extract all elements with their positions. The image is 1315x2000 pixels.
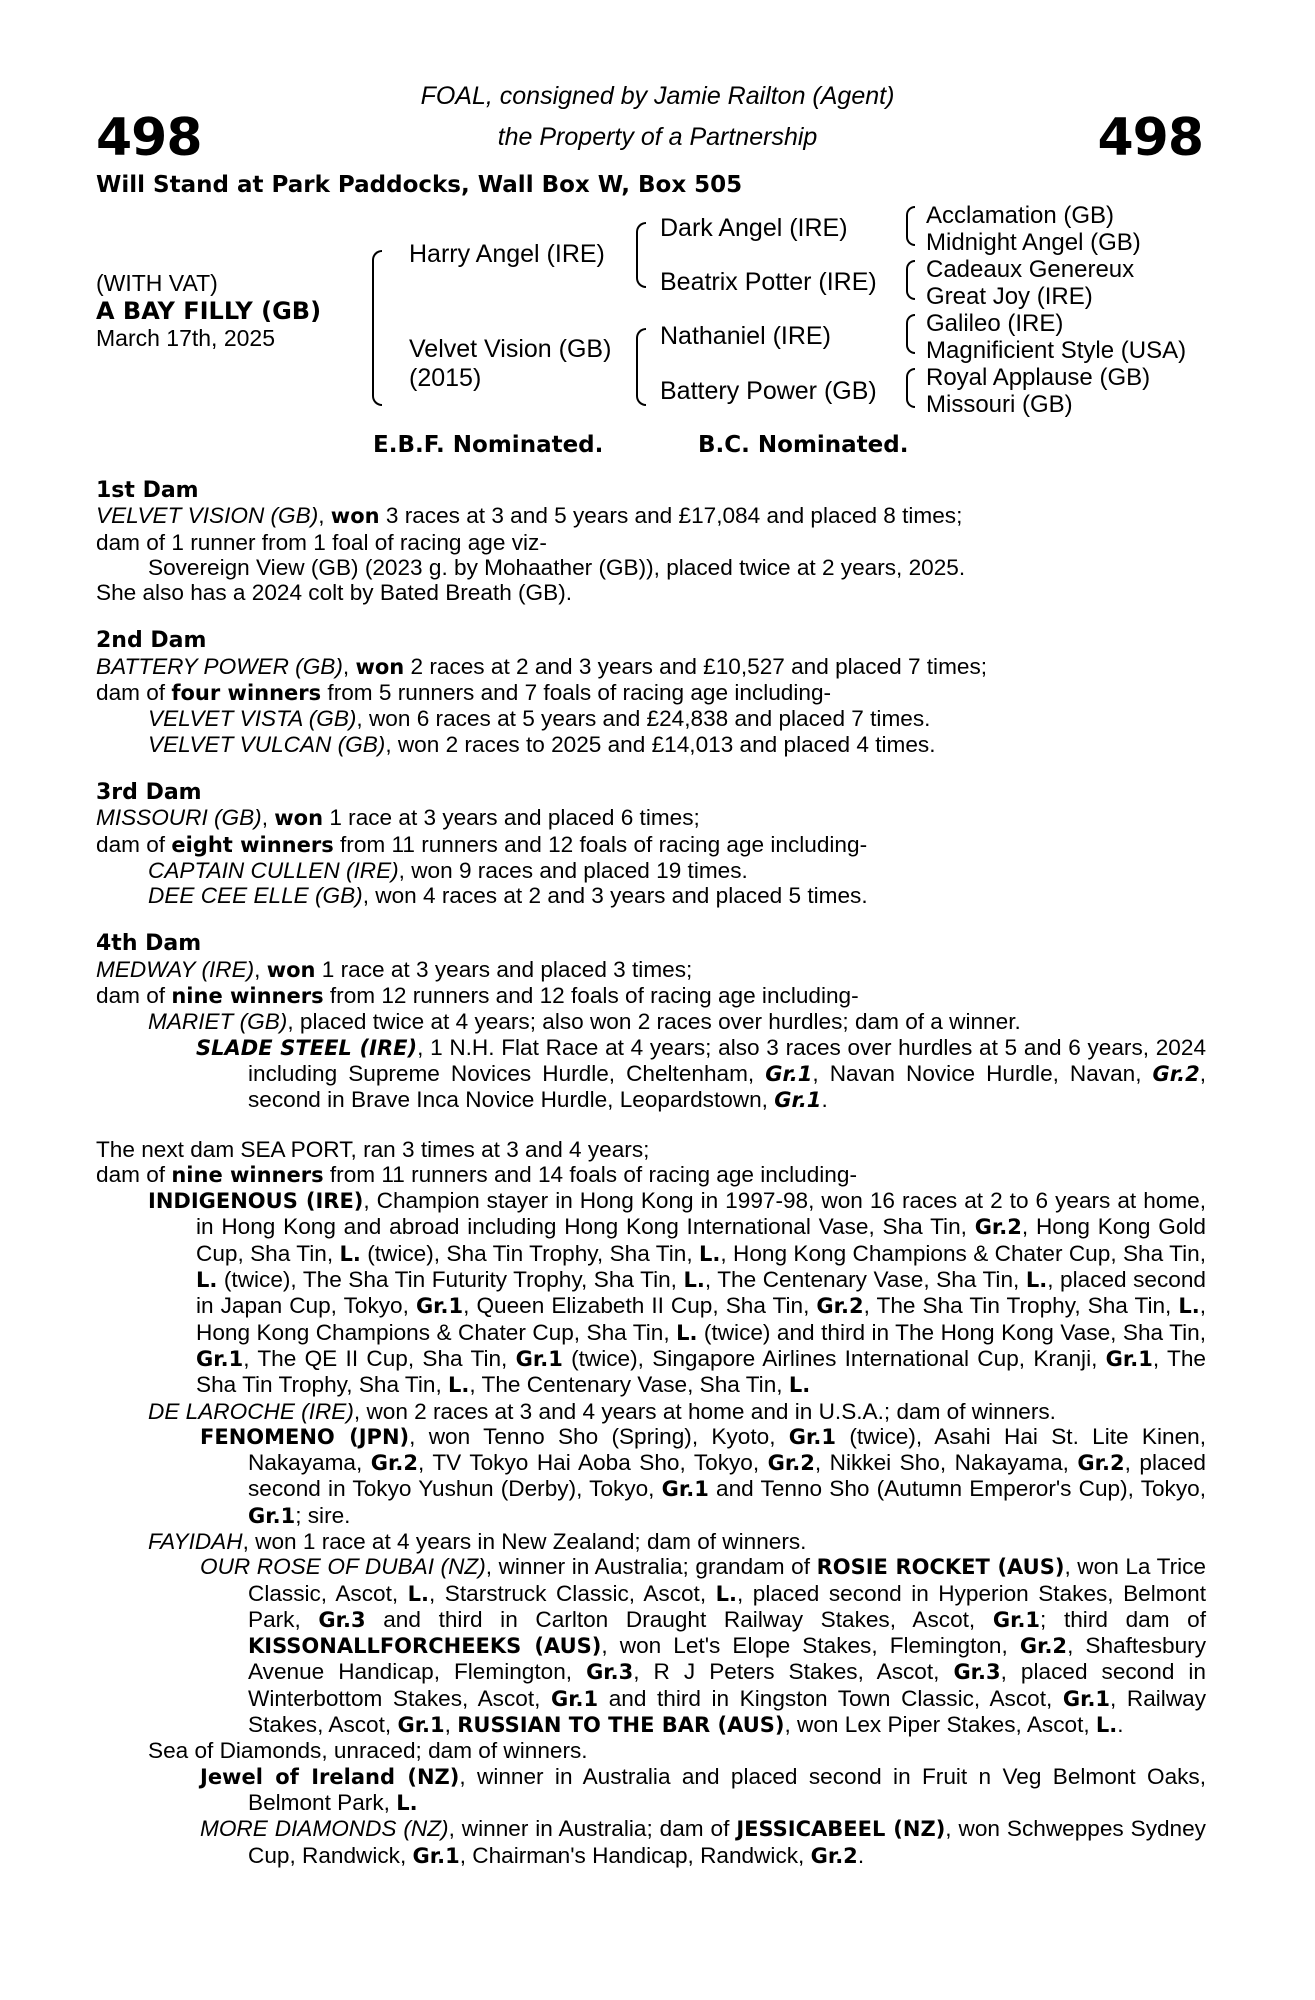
third-dam-record: MISSOURI (GB), won 1 race at 3 years and placed 6 times; [96, 805, 700, 831]
fourth-dam-heading: 4th Dam [96, 931, 202, 957]
offspring-text: (twice), The Sha Tin Futurity Trophy, Sha Tin, [217, 1267, 684, 1293]
pedigree-g3-item: Galileo (IRE) [926, 310, 1064, 337]
ebf-nomination: E.B.F. Nominated. [373, 432, 604, 458]
offspring-text: (twice), Sha Tin Trophy, Sha Tin, [360, 1240, 699, 1266]
consignor-line: FOAL, consigned by Jamie Railton (Agent) [420, 82, 895, 110]
offspring-text: , won 1 race at 4 years in New Zealand; dam of winners. [242, 1528, 807, 1554]
offspring-text: , Chairman's Handicap, Randwick, [459, 1842, 811, 1868]
offspring-text: and third in Kingston Town Classic, Ascot, [598, 1685, 1063, 1711]
grade-label: Gr.2 [974, 1215, 1022, 1240]
offspring-entry [96, 706, 1206, 731]
pedigree-g3-item: Great Joy (IRE) [926, 283, 1093, 310]
offspring-entry [96, 732, 1206, 757]
offspring-text: , The Sha Tin Trophy, Sha Tin, [863, 1293, 1179, 1319]
grade-label: Gr.1 [774, 1088, 822, 1113]
next-dam-intro: The next dam SEA PORT, ran 3 times at 3 and 4 years; [96, 1136, 650, 1162]
grade-label: Gr.1 [992, 1607, 1041, 1632]
pedigree-brace-dam [636, 328, 646, 406]
produce-text: dam of [96, 1161, 172, 1187]
offspring-text: . [821, 1087, 828, 1113]
grade-label: Gr.1 [550, 1686, 599, 1711]
offspring-entry [96, 1529, 1206, 1554]
offspring-text: , won La Trice Classic, Ascot, [248, 1554, 1206, 1606]
foal-name: A BAY FILLY (GB) [96, 297, 322, 325]
dam-name: MISSOURI (GB) [96, 805, 262, 831]
grade-label: L. [407, 1581, 429, 1606]
grade-label: Gr.1 [1105, 1346, 1153, 1371]
offspring-text: , Hong Kong Champions & Chater Cup, Sha Tin, [196, 1293, 1206, 1345]
offspring-text: , Shaftesbury Avenue Handicap, Flemington, [248, 1633, 1206, 1685]
offspring-text: , won 4 races at 2 and 3 years and placed 5 times. [362, 883, 868, 909]
won-label: won [266, 957, 316, 982]
grade-label: Gr.1 [1062, 1686, 1111, 1711]
offspring-text: , The QE II Cup, Sha Tin, [243, 1345, 516, 1371]
offspring-name: SLADE STEEL (IRE) [196, 1035, 418, 1060]
offspring-text: , [444, 1712, 458, 1738]
offspring-name: MORE DIAMONDS (NZ) [200, 1816, 449, 1842]
offspring-text: , Nikkei Sho, Nakayama, [814, 1450, 1078, 1476]
offspring-entry [96, 1009, 1206, 1034]
offspring-name: CAPTAIN CULLEN (IRE) [148, 857, 399, 883]
grade-label: Gr.2 [1019, 1634, 1068, 1659]
property-line: the Property of a Partnership [497, 123, 818, 151]
offspring-text: (twice), Singapore Airlines International Cup, Kranji, [562, 1345, 1106, 1371]
grade-label: L. [698, 1241, 721, 1266]
grade-label: Gr.1 [788, 1424, 836, 1449]
fenomeno-entry [96, 1424, 1206, 1529]
offspring-name: MARIET (GB) [148, 1009, 288, 1035]
pedigree-g3-item: Acclamation (GB) [926, 202, 1115, 229]
grade-label: L. [1025, 1268, 1048, 1293]
won-label: won [274, 806, 324, 831]
offspring-entry [96, 883, 1206, 908]
grade-label: Gr.1 [415, 1294, 464, 1319]
dam-name: MEDWAY (IRE) [96, 956, 255, 982]
grade-label: Gr.2 [767, 1451, 815, 1476]
offspring-text: (twice) and third in The Hong Kong Vase, Sha Tin, [697, 1319, 1206, 1345]
pedigree-brace-g3-2 [906, 260, 915, 300]
offspring-name: OUR ROSE OF DUBAI (NZ) [200, 1554, 486, 1580]
pedigree-sire-sire: Dark Angel (IRE) [660, 214, 848, 242]
offspring-text: and Tenno Sho (Autumn Emperor's Cup), Tokyo, [708, 1476, 1206, 1502]
first-dam-produce: dam of 1 runner from 1 foal of racing age viz- [96, 529, 547, 555]
pedigree-g3-item: Magnificient Style (USA) [926, 337, 1187, 364]
offspring-text: , Queen Elizabeth II Cup, Sha Tin, [463, 1293, 817, 1319]
offspring-name: FAYIDAH [148, 1528, 243, 1554]
grade-label: Gr.1 [248, 1503, 296, 1528]
grade-label: L. [715, 1581, 737, 1606]
dam-name: VELVET VISION (GB) [96, 503, 319, 529]
offspring-entry [96, 858, 1206, 883]
record-text: 1 race at 3 years and placed 3 times; [315, 956, 693, 982]
offspring-name: JESSICABEEL (NZ) [736, 1817, 946, 1842]
offspring-name: Jewel of Ireland (NZ) [200, 1764, 460, 1789]
grade-label: Gr.2 [370, 1451, 418, 1476]
grade-label: Gr.2 [1152, 1061, 1200, 1086]
produce-text: from 5 runners and 7 foals of racing age including- [321, 680, 832, 706]
pedigree-g3-item: Cadeaux Genereux [926, 256, 1135, 283]
grade-label: L. [396, 1790, 418, 1815]
offspring-name: INDIGENOUS (IRE) [148, 1189, 364, 1214]
pedigree-dam: Velvet Vision (GB) [409, 335, 612, 363]
vat-note: (WITH VAT) [96, 270, 218, 296]
pedigree-dam-dam: Battery Power (GB) [660, 377, 877, 405]
first-dam-heading: 1st Dam [96, 478, 199, 503]
offspring-text: , won Schweppes Sydney Cup, Randwick, [248, 1816, 1206, 1868]
offspring-text: . [1117, 1712, 1124, 1738]
record-text: 3 races at 3 and 5 years and £17,084 and placed 8 times; [379, 503, 963, 529]
grade-label: Gr.1 [397, 1713, 445, 1738]
grandoffspring-entry [96, 1035, 1206, 1114]
offspring-text: ; third dam of [1040, 1606, 1207, 1632]
first-dam-record: VELVET VISION (GB), won 3 races at 3 and 5 years and £17,084 and placed 8 times; [96, 503, 963, 529]
offspring-text: , placed second in Tokyo Yushun (Derby), Tokyo, [248, 1450, 1206, 1502]
offspring-text: , The Sha Tin Trophy, Sha Tin, [196, 1345, 1206, 1398]
pedigree-brace-sire [636, 222, 646, 288]
offspring-text: , 1 N.H. Flat Race at 4 years; also 3 races over hurdles at 5 and 6 years, 2024 including Supreme Novices Hurdle, Cheltenham, [248, 1034, 1207, 1086]
grade-label: L. [339, 1241, 361, 1266]
second-dam-record: BATTERY POWER (GB), won 2 races at 2 and 3 years and £10,527 and placed 7 times; [96, 653, 988, 679]
pedigree-brace-main [372, 250, 382, 406]
catalogue-body [96, 478, 1206, 1869]
pedigree-g3-item: Royal Applause (GB) [926, 364, 1151, 391]
first-dam-also: She also has a 2024 colt by Bated Breath (GB). [96, 580, 573, 606]
winners-count: four winners [171, 681, 322, 706]
offspring-text: ; sire. [295, 1502, 351, 1528]
offspring-text: , won 6 races at 5 years and £24,838 and placed 7 times. [356, 706, 931, 732]
stand-location: Will Stand at Park Paddocks, Wall Box W, Box 505 [96, 172, 743, 198]
third-dam-heading: 3rd Dam [96, 779, 202, 805]
first-dam-foal: Sovereign View (GB) (2023 g. by Mohaather (GB)), placed twice at 2 years, 2025. [148, 554, 966, 580]
offspring-text: , second in Brave Inca Novice Hurdle, Leopardstown, [248, 1060, 1206, 1113]
offspring-text: , won Let's Elope Stakes, Flemington, [601, 1633, 1020, 1659]
offspring-text: , The Centenary Vase, Sha Tin, [704, 1267, 1026, 1293]
pedigree-brace-g3-3 [906, 314, 915, 354]
offspring-text: , winner in Australia; dam of [448, 1816, 737, 1842]
lot-number-right: 498 [1097, 108, 1203, 168]
grade-label: Gr.2 [810, 1843, 858, 1868]
record-text: 1 race at 3 years and placed 6 times; [323, 805, 700, 831]
winners-count: nine winners [171, 984, 324, 1009]
fourth-dam-produce [96, 983, 1206, 1009]
next-dam-produce [96, 1162, 1206, 1188]
grade-label: L. [1178, 1294, 1200, 1319]
grade-label: Gr.3 [586, 1660, 634, 1685]
grade-label: Gr.3 [953, 1660, 1001, 1685]
bc-nomination: B.C. Nominated. [698, 432, 909, 458]
offspring-name: VELVET VISTA (GB) [148, 706, 357, 732]
offspring-text: (twice), Asahi Hai St. Lite Kinen, Nakayama, [248, 1423, 1206, 1476]
our-rose-entry [96, 1554, 1206, 1738]
grade-label: Gr.1 [661, 1477, 709, 1502]
grade-label: RUSSIAN TO THE BAR (AUS) [457, 1713, 785, 1738]
record-text: 2 races at 2 and 3 years and £10,527 and placed 7 times; [404, 653, 988, 679]
grade-label: Gr.2 [816, 1294, 864, 1319]
produce-text: dam of [96, 680, 172, 706]
pedigree-g3-item: Missouri (GB) [926, 391, 1073, 418]
pedigree-brace-g3-4 [906, 368, 915, 408]
grade-label: L. [788, 1373, 811, 1398]
pedigree-sire-dam: Beatrix Potter (IRE) [660, 268, 877, 296]
lot-number-left: 498 [96, 108, 202, 168]
second-dam-heading: 2nd Dam [96, 628, 207, 654]
produce-text: dam of [96, 983, 172, 1009]
offspring-text: , Navan Novice Hurdle, Navan, [812, 1060, 1153, 1086]
offspring-text: , winner in Australia and placed second in Fruit n Veg Belmont Oaks, Belmont Park, [248, 1763, 1206, 1815]
grade-label: L. [683, 1268, 705, 1293]
sea-of-diamonds-entry: Sea of Diamonds, unraced; dam of winners. [148, 1738, 588, 1764]
pedigree-dam-year: (2015) [409, 364, 482, 392]
offspring-text: , Railway Stakes, Ascot, [248, 1685, 1206, 1738]
offspring-text: , placed second in Winterbottom Stakes, Ascot, [248, 1659, 1206, 1711]
offspring-text: , Hong Kong Champions & Chater Cup, Sha Tin, [720, 1240, 1206, 1266]
offspring-text: , placed second in Hyperion Stakes, Belmont Park, [248, 1580, 1206, 1632]
dam-name: BATTERY POWER (GB) [96, 653, 343, 679]
offspring-text: and third in Carlton Draught Railway Stakes, Ascot, [365, 1606, 993, 1632]
produce-text: from 11 runners and 12 foals of racing age including- [333, 831, 868, 857]
winners-count: nine winners [171, 1162, 324, 1187]
offspring-text: , won 2 races at 3 and 4 years at home and in U.S.A.; dam of winners. [353, 1398, 1056, 1424]
offspring-text: , Hong Kong Gold Cup, Sha Tin, [196, 1214, 1206, 1266]
pedigree-brace-g3-1 [906, 206, 915, 246]
won-label: won [355, 654, 405, 679]
offspring-text: , won Lex Piper Stakes, Ascot, [784, 1712, 1096, 1738]
grade-label: L. [448, 1373, 470, 1398]
jewel-entry [96, 1764, 1206, 1817]
offspring-text: , placed second in Japan Cup, Tokyo, [196, 1267, 1206, 1319]
grade-label: KISSONALLFORCHEEKS (AUS) [248, 1634, 602, 1659]
winners-count: eight winners [171, 832, 334, 857]
offspring-name: VELVET VULCAN (GB) [148, 731, 386, 757]
grade-label: Gr.3 [318, 1607, 366, 1632]
second-dam-produce [96, 680, 1206, 706]
offspring-name: DE LAROCHE (IRE) [148, 1398, 354, 1424]
pedigree-sire: Harry Angel (IRE) [409, 240, 605, 268]
offspring-text: , Starstruck Classic, Ascot, [429, 1580, 716, 1606]
pedigree-g3-item: Midnight Angel (GB) [926, 229, 1141, 256]
grade-label: Gr.1 [412, 1843, 460, 1868]
offspring-name: DEE CEE ELLE (GB) [148, 883, 363, 909]
pedigree-dam-sire: Nathaniel (IRE) [660, 322, 831, 350]
offspring-entry [96, 1399, 1206, 1424]
more-diamonds-entry [96, 1816, 1206, 1869]
grade-label: ROSIE ROCKET (AUS) [816, 1555, 1065, 1580]
grade-label: Gr.1 [196, 1346, 244, 1371]
won-label: won [330, 504, 380, 529]
offspring-name: FENOMENO (JPN) [200, 1424, 410, 1449]
foal-dob: March 17th, 2025 [96, 325, 276, 351]
offspring-text: , won Tenno Sho (Spring), Kyoto, [409, 1423, 789, 1449]
grade-label: Gr.1 [515, 1346, 563, 1371]
produce-text: from 12 runners and 12 foals of racing age including- [323, 983, 859, 1009]
offspring-text: , placed twice at 4 years; also won 2 races over hurdles; dam of a winner. [287, 1009, 1021, 1035]
offspring-text: , TV Tokyo Hai Aoba Sho, Tokyo, [417, 1450, 768, 1476]
offspring-text: . [857, 1842, 865, 1868]
offspring-text: , Champion stayer in Hong Kong in 1997-98, won 16 races at 2 to 6 years at home, in Hong Kong and abroad including Hong Kong International Vase, Sha Tin, [196, 1188, 1206, 1240]
grade-label: L. [676, 1320, 698, 1345]
grade-label: L. [1095, 1713, 1118, 1738]
offspring-text: , won 2 races to 2025 and £14,013 and placed 4 times. [385, 731, 936, 757]
produce-text: dam of [96, 831, 172, 857]
grade-label: Gr.2 [1077, 1451, 1125, 1476]
grade-label: L. [196, 1268, 218, 1293]
offspring-text: , R J Peters Stakes, Ascot, [633, 1659, 954, 1685]
offspring-text: , The Centenary Vase, Sha Tin, [469, 1372, 789, 1398]
third-dam-produce [96, 832, 1206, 858]
grade-label: Gr.1 [765, 1061, 813, 1086]
produce-text: from 11 runners and 14 foals of racing age including- [323, 1161, 857, 1187]
fourth-dam-record: MEDWAY (IRE), won 1 race at 3 years and placed 3 times; [96, 956, 693, 982]
offspring-text: , won 9 races and placed 19 times. [398, 857, 748, 883]
offspring-text: , winner in Australia; grandam of [485, 1554, 817, 1580]
indigenous-entry [96, 1188, 1206, 1398]
